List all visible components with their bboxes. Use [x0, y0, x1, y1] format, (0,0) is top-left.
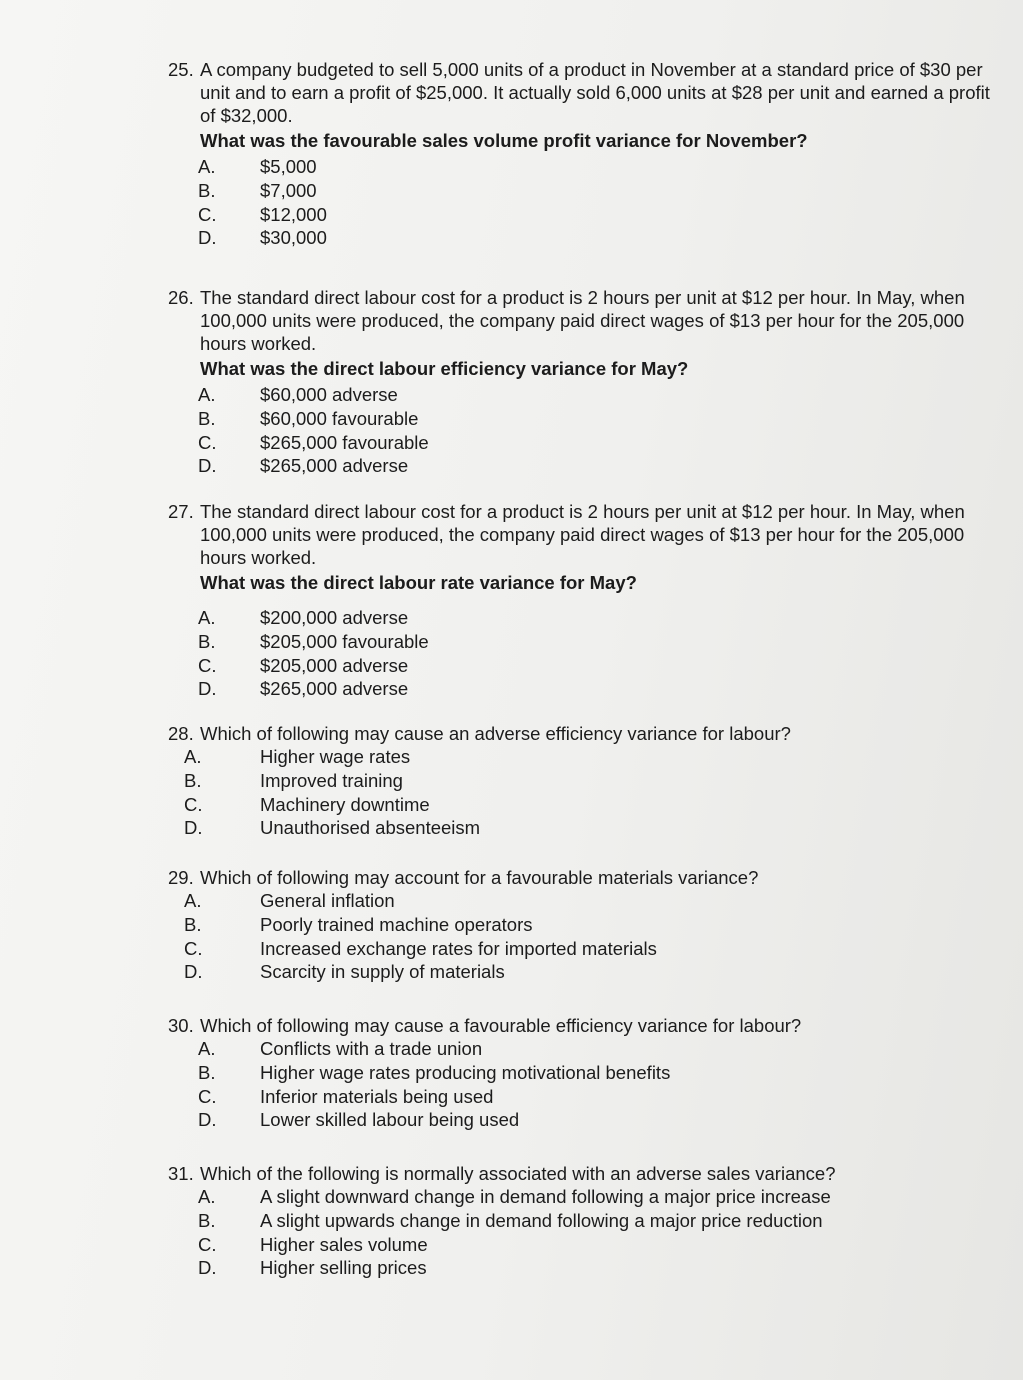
option-b: [168, 1061, 1008, 1085]
option-letter: D.: [198, 1257, 217, 1279]
option-b: [168, 913, 1008, 937]
option-letter: A.: [198, 1186, 216, 1207]
option-letter: A.: [198, 156, 216, 177]
question-29: [168, 866, 1008, 984]
option-letter: B.: [198, 1209, 216, 1231]
option-letter: B.: [184, 913, 202, 935]
option-text: Higher selling prices: [260, 1257, 427, 1279]
option-text: $205,000 favourable: [260, 630, 429, 652]
option-a: [168, 155, 1008, 179]
option-letter: B.: [184, 769, 202, 791]
option-letter: D.: [184, 817, 203, 839]
option-d: [168, 454, 1008, 478]
option-a: [168, 889, 1008, 913]
option-letter: C.: [198, 431, 217, 453]
option-text: $12,000: [260, 203, 327, 225]
option-text: Higher sales volume: [260, 1233, 428, 1255]
question-number: 28.: [168, 723, 194, 744]
question-number: 25.: [168, 59, 194, 80]
question-28: [168, 722, 1008, 840]
question-text: The standard direct labour cost for a product is 2 hours per unit at $12 per hour. In May, when 100,000 units were produced, the company paid direct wages of $13 per hour for the 205,000 hours worked.: [200, 287, 965, 354]
option-c: [168, 203, 1008, 227]
option-d: [168, 1256, 1008, 1280]
option-d: [168, 816, 1008, 840]
option-b: [168, 769, 1008, 793]
question-number: 31.: [168, 1163, 194, 1184]
option-a: [168, 606, 1008, 630]
option-c: [168, 1085, 1008, 1109]
option-text: A slight upwards change in demand following a major price reduction: [260, 1209, 823, 1231]
answer-options: [168, 745, 1008, 840]
option-text: Inferior materials being used: [260, 1085, 494, 1107]
option-letter: A.: [184, 746, 202, 767]
option-text: $30,000: [260, 227, 327, 249]
question-text: Which of following may account for a favourable materials variance?: [200, 867, 759, 888]
option-text: $265,000 favourable: [260, 431, 429, 453]
question-26: [168, 286, 1008, 478]
answer-options: [168, 889, 1008, 984]
option-a: [168, 1037, 1008, 1061]
option-text: $7,000: [260, 179, 317, 201]
question-text: Which of following may cause an adverse efficiency variance for labour?: [200, 723, 791, 744]
option-d: [168, 677, 1008, 701]
answer-options: [168, 606, 1008, 701]
option-text: $60,000 adverse: [260, 384, 398, 405]
option-d: [168, 960, 1008, 984]
answer-options: [168, 383, 1008, 478]
option-text: $265,000 adverse: [260, 455, 409, 477]
option-c: [168, 654, 1008, 678]
option-d: [168, 1108, 1008, 1132]
option-b: [168, 179, 1008, 203]
question-number: 30.: [168, 1015, 194, 1036]
option-text: Poorly trained machine operators: [260, 913, 533, 935]
option-b: [168, 630, 1008, 654]
option-letter: D.: [198, 455, 217, 477]
question-number: 29.: [168, 867, 194, 888]
option-c: [168, 431, 1008, 455]
option-letter: D.: [198, 678, 217, 700]
question-text: Which of the following is normally associated with an adverse sales variance?: [200, 1163, 836, 1184]
question-number: 27.: [168, 501, 194, 522]
option-letter: A.: [198, 607, 216, 628]
answer-options: [168, 1185, 1008, 1280]
answer-options: [168, 155, 1008, 250]
option-letter: C.: [198, 1233, 217, 1255]
question-prompt: What was the direct labour efficiency variance for May?: [200, 358, 689, 379]
option-letter: A.: [198, 1038, 216, 1059]
question-text: The standard direct labour cost for a product is 2 hours per unit at $12 per hour. In May, when 100,000 units were produced, the company paid direct wages of $13 per hour for the 205,000 hours worked.: [200, 501, 965, 568]
option-text: Higher wage rates: [260, 746, 411, 767]
question-25: [168, 58, 1008, 250]
option-a: [168, 383, 1008, 407]
option-text: General inflation: [260, 890, 395, 911]
option-text: $205,000 adverse: [260, 654, 409, 676]
option-c: [168, 793, 1008, 817]
option-d: [168, 226, 1008, 250]
option-letter: B.: [198, 407, 216, 429]
question-prompt: What was the favourable sales volume profit variance for November?: [200, 130, 808, 151]
option-text: Unauthorised absenteeism: [260, 817, 481, 839]
option-text: Higher wage rates producing motivational benefits: [260, 1061, 671, 1083]
option-letter: A.: [198, 384, 216, 405]
option-letter: C.: [198, 654, 217, 676]
question-text: A company budgeted to sell 5,000 units of a product in November at a standard price of $30 per unit and to earn a profit of $25,000. It actually sold 6,000 units at $28 per unit and earned a profit of $32,000.: [200, 59, 990, 126]
option-a: [168, 1185, 1008, 1209]
option-c: [168, 937, 1008, 961]
question-27: [168, 500, 1008, 701]
option-letter: C.: [184, 937, 203, 959]
option-letter: B.: [198, 179, 216, 201]
option-letter: C.: [198, 203, 217, 225]
option-text: $5,000: [260, 156, 317, 177]
option-letter: B.: [198, 630, 216, 652]
question-prompt: What was the direct labour rate variance for May?: [200, 572, 637, 593]
option-text: Machinery downtime: [260, 793, 430, 815]
option-letter: D.: [198, 227, 217, 249]
answer-options: [168, 1037, 1008, 1132]
option-b: [168, 407, 1008, 431]
option-text: $265,000 adverse: [260, 678, 409, 700]
option-a: [168, 745, 1008, 769]
option-letter: A.: [184, 890, 202, 911]
option-b: [168, 1209, 1008, 1233]
option-letter: C.: [198, 1085, 217, 1107]
option-text: Conflicts with a trade union: [260, 1038, 483, 1059]
option-text: Increased exchange rates for imported materials: [260, 937, 657, 959]
question-text: Which of following may cause a favourable efficiency variance for labour?: [200, 1015, 802, 1036]
option-text: Scarcity in supply of materials: [260, 961, 505, 983]
option-letter: D.: [198, 1109, 217, 1131]
option-text: $60,000 favourable: [260, 407, 419, 429]
option-letter: D.: [184, 961, 203, 983]
option-text: A slight downward change in demand following a major price increase: [260, 1186, 831, 1207]
option-text: Lower skilled labour being used: [260, 1109, 520, 1131]
question-number: 26.: [168, 287, 194, 308]
option-letter: B.: [198, 1061, 216, 1083]
option-text: $200,000 adverse: [260, 607, 409, 628]
option-c: [168, 1233, 1008, 1257]
option-text: Improved training: [260, 769, 403, 791]
question-31: [168, 1162, 1008, 1280]
option-letter: C.: [184, 793, 203, 815]
question-30: [168, 1014, 1008, 1132]
